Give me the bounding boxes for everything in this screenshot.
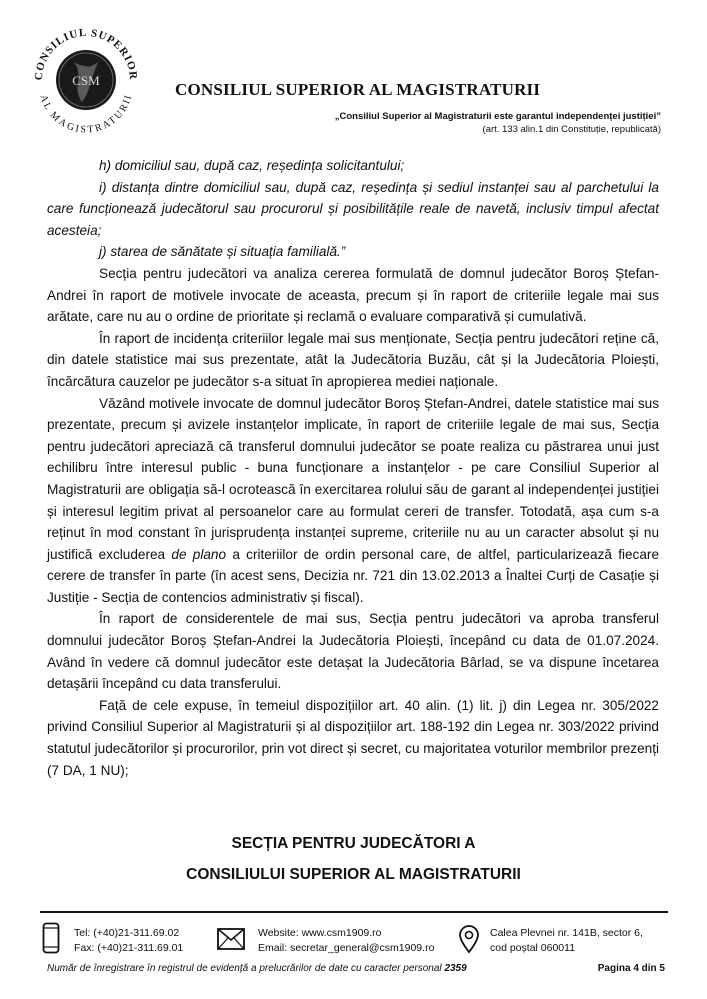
paragraph-decision: În raport de considerentele de mai sus, Secția pentru judecători va aproba transferul domnului judecător Boroș Ștefan-Andrei la Judecătoria Ploiești, începând cu data de 01.07.2024. Având în vedere că domnul judecător este detașat la Judecătoria Bârlad, se va dispune încetarea detașării începând cu data transferului.: [47, 611, 659, 692]
footer-address-line1: Calea Plevnei nr. 141B, sector 6,: [490, 927, 643, 939]
footer-address-line2: cod poștal 060011: [490, 942, 576, 954]
footer-tel: Tel: (+40)21-311.69.02: [74, 927, 180, 939]
phone-icon: [42, 922, 60, 954]
paragraph-motives: [47, 393, 659, 609]
paragraph-legal-basis: Față de cele expuse, în temeiul dispozițiilor art. 40 alin. (1) lit. j) din Legea nr. 305/2022 privind Consiliul Superior al Magistraturii și al dispozițiilor art. 188-192 din Legea nr. 303/2022 privind statutul judecătorilor și procurorilor, prin vot direct și secret, cu majoritatea voturilor membrilor prezenți (7 DA, 1 NU);: [47, 697, 659, 778]
paragraph-criteria: În raport de incidența criteriilor legale mai sus menționate, Secția pentru judecători reține că, din datele statistice mai sus prezentate, atât la Judecătoria Buzău, cât și la Judecătoria Ploiești, încărcătura cauzelor pe judecător s-a situat în apropierea mediei naționale.: [47, 330, 659, 389]
paragraph-j: j) starea de sănătate și situația familială.”: [99, 244, 346, 260]
section-title-line1: SECȚIA PENTRU JUDECĂTORI A: [231, 835, 476, 852]
paragraph-i: i) distanța dintre domiciliul sau, după caz, reședința și sediul instanței sau al parchetului la care funcționează judecătorul sau procurorul și posibilitățile reale de navetă, inclusiv timpul afectat acesteia;: [47, 179, 659, 238]
motto-line2: (art. 133 alin.1 din Constituție, republicată): [482, 124, 661, 135]
paragraph-motives-tail: a criteriilor de ordin personal care, de altfel, particularizează fiecare cerere de transfer în parte (în acest sens, Decizia nr. 721 din 13.02.2013 a Înaltei Curți de Casație și Justiție - Secția de contencios administrativ și fiscal).: [47, 546, 659, 605]
footer-fax: Fax: (+40)21-311.69.01: [74, 942, 184, 954]
footnote-number: 2359: [444, 963, 467, 974]
paragraph-analysis: Secția pentru judecători va analiza cererea formulată de domnul judecător Boroș Ștefan-Andrei în raport de motivele invocate de aceasta, precum și în raport de criteriile legale mai sus arătate, care nu au o ordine de prioritate și reclamă o evaluare comparativă și cumulativă.: [47, 265, 659, 325]
footnote-text: Număr de înregistrare în registrul de evidență a prelucrărilor de date cu caracter personal: [47, 963, 442, 974]
paragraph-motives-text: Văzând motivele invocate de domnul judecător Boroș Ștefan-Andrei, datele statistice mai sus prezentate, precum și avizele instanțelor implicate, în raport de criteriile legale de mai sus, Secția pentru judecători apreciază că transferul domnului judecător se poate realiza cu păstrarea unui just echilibru între interesul public - buna funcționare a instanțelor - pe care Consiliul Superior al Magistraturii are obligația să-l ocrotească în exercitarea rolului său de garant al independenței justiției și interesul legitim privat al persoanelor care au formulat cereri de transfer. Totodată, așa cum s-a reținut în mod constant în jurisprudența instanței supreme, criteriile nu au un caracter absolut și nu justifică excluderea: [47, 395, 659, 562]
motto-line1: „Consiliul Superior al Magistraturii este garantul independenței justiției”: [334, 111, 661, 122]
footer: [40, 920, 668, 960]
footer-divider: [40, 911, 668, 913]
footer-email[interactable]: Email: secretar_general@csm1909.ro: [258, 942, 435, 954]
paragraph-h: h) domiciliul sau, după caz, reședința solicitantului;: [99, 158, 405, 173]
footer-website[interactable]: Website: www.csm1909.ro: [258, 927, 382, 939]
de-plano: de plano: [171, 546, 227, 562]
org-name: CONSILIUL SUPERIOR AL MAGISTRATURII: [175, 80, 541, 99]
envelope-icon: [217, 928, 245, 950]
footnote: [47, 963, 467, 974]
motto: [335, 110, 661, 136]
logo-ring-top: CONSILIUL SUPERIOR: [32, 26, 140, 81]
location-pin-icon: [457, 924, 481, 954]
logo-ring-bottom: AL MAGISTRATURII: [37, 93, 135, 136]
page-number: Pagina 4 din 5: [597, 963, 665, 974]
csm-logo: [28, 22, 144, 138]
document-body: [47, 155, 659, 781]
logo-center-text: CSM: [72, 73, 100, 88]
section-title-line2: CONSILIULUI SUPERIOR AL MAGISTRATURII: [186, 866, 521, 883]
